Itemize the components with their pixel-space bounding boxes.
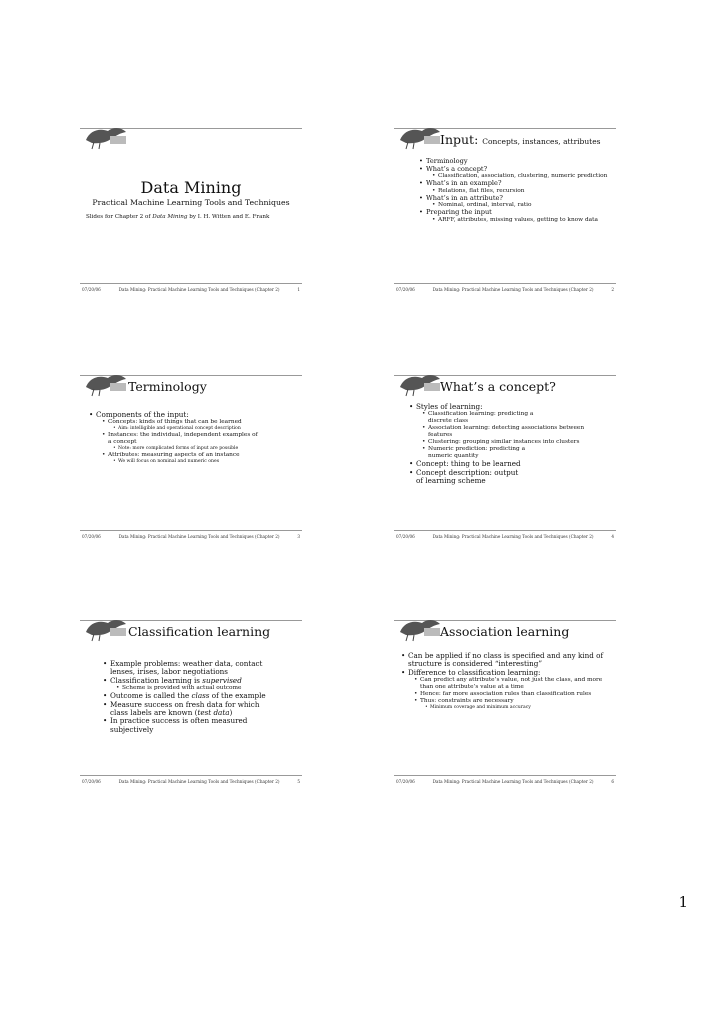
bullet-item: • Preparing the input	[418, 209, 616, 217]
sub-bullet-item: • Attributes: measuring aspects of an instance	[88, 452, 292, 459]
weka-bird-logo-icon	[396, 124, 444, 150]
sub-bullet-item: • Instances: the individual, independent examples of a concept	[88, 432, 258, 446]
sub-bullet-item: • Can predict any attribute’s value, not just the class, and more than one attribute’s value at a time	[400, 677, 610, 691]
slide-bottom-rule	[80, 283, 302, 284]
footer-date: 07/20/06	[396, 779, 415, 784]
sub-sub-bullet-item: • Aim: intelligible and operational concept description	[88, 426, 292, 432]
sub-bullet-item: • Scheme is provided with actual outcome	[102, 685, 282, 692]
cover-subtitle: Practical Machine Learning Tools and Techniques	[92, 198, 290, 207]
bullet-item: • Components of the input:	[88, 411, 292, 419]
bullet-list	[88, 411, 292, 465]
footer-date: 07/20/06	[396, 287, 415, 292]
cover-credit	[86, 214, 302, 220]
bullet-item: • Can be applied if no class is specified and any kind of structure is considered “interesting”	[400, 652, 610, 669]
bullet-item: • Outcome is called the class of the example	[102, 692, 282, 700]
weka-bird-logo-icon	[396, 616, 444, 642]
credit-suffix: by I. H. Witten and E. Frank	[187, 214, 270, 220]
bullet-item: • Styles of learning:	[408, 403, 608, 411]
sub-sub-bullet-item: • We will focus on nominal and numeric ones	[88, 459, 292, 465]
bullet-item: • Example problems: weather data, contact lenses, irises, labor negotiations	[102, 660, 282, 677]
bullet-item: • Measure success on fresh data for which class labels are known (test data)	[102, 701, 275, 718]
bullet-item: • In practice success is often measured subjectively	[102, 717, 275, 734]
footer-date: 07/20/06	[82, 534, 101, 539]
weka-bird-logo-icon	[82, 616, 130, 642]
sub-sub-bullet-item: • Note: more complicated forms of input are possible	[88, 446, 292, 452]
slide-bottom-rule	[394, 530, 616, 531]
bullet-list	[418, 158, 616, 224]
sub-bullet-item: • Thus: constraints are necessary	[400, 698, 610, 705]
credit-book-title: Data Mining	[152, 214, 188, 220]
slide-title: Classification learning	[128, 624, 271, 639]
credit-prefix: Slides for Chapter 2 of	[86, 214, 153, 220]
slide-footer	[82, 287, 300, 292]
sub-bullet-item: • Association learning: detecting associations between features	[408, 425, 608, 439]
slide-4	[394, 373, 616, 543]
sub-sub-bullet-item: • Minimum coverage and minimum accuracy	[400, 705, 610, 711]
bullet-list	[400, 652, 610, 711]
footer-page: 3	[297, 534, 300, 539]
bullet-item: • What’s in an attribute?	[418, 195, 616, 203]
bullet-item: • Terminology	[418, 158, 616, 166]
bullet-item: • Classification learning is supervised	[102, 677, 282, 685]
slide-bottom-rule	[394, 283, 616, 284]
bullet-item: • Difference to classification learning:	[400, 669, 610, 677]
footer-text: Data Mining: Practical Machine Learning Tools and Techniques (Chapter 2)	[432, 779, 594, 784]
sub-bullet-item: • Classification learning: predicting a discrete class	[408, 411, 538, 425]
bullet-item: • Concept: thing to be learned	[408, 460, 608, 468]
sub-bullet-item: • Nominal, ordinal, interval, ratio	[418, 202, 616, 209]
slide-title	[440, 132, 601, 147]
slide-title: What’s a concept?	[440, 379, 556, 394]
footer-page: 5	[297, 779, 300, 784]
slide-bottom-rule	[394, 775, 616, 776]
sub-bullet-item: • Concepts: kinds of things that can be learned	[88, 419, 292, 426]
footer-page: 4	[611, 534, 614, 539]
slide-2	[394, 126, 616, 296]
title-main: Input:	[440, 132, 479, 147]
sub-bullet-item: • Relations, flat files, recursion	[418, 188, 616, 195]
footer-page: 2	[611, 287, 614, 292]
sub-bullet-item: • Classification, association, clustering, numeric prediction	[418, 173, 616, 180]
sub-bullet-item: • Clustering: grouping similar instances into clusters	[408, 439, 608, 446]
slide-bottom-rule	[80, 775, 302, 776]
footer-date: 07/20/06	[82, 287, 101, 292]
footer-date: 07/20/06	[82, 779, 101, 784]
footer-text: Data Mining: Practical Machine Learning Tools and Techniques (Chapter 2)	[118, 287, 280, 292]
weka-bird-logo-icon	[82, 371, 130, 397]
bullet-item: • Concept description: output of learning scheme	[408, 469, 526, 486]
footer-text: Data Mining: Practical Machine Learning Tools and Techniques (Chapter 2)	[118, 534, 280, 539]
bullet-list	[102, 660, 282, 734]
footer-page: 1	[297, 287, 300, 292]
sub-bullet-item: • ARFF, attributes, missing values, getting to know data	[418, 217, 616, 224]
weka-bird-logo-icon	[396, 371, 444, 397]
footer-text: Data Mining: Practical Machine Learning Tools and Techniques (Chapter 2)	[432, 534, 594, 539]
cover-title: Data Mining	[140, 178, 242, 197]
bullet-item: • What’s in an example?	[418, 180, 616, 188]
slide-5	[80, 618, 302, 788]
slide-title: Association learning	[440, 624, 570, 639]
footer-text: Data Mining: Practical Machine Learning Tools and Techniques (Chapter 2)	[118, 779, 280, 784]
sub-bullet-item: • Hence: far more association rules than classification rules	[400, 691, 610, 698]
footer-date: 07/20/06	[396, 534, 415, 539]
footer-text: Data Mining: Practical Machine Learning Tools and Techniques (Chapter 2)	[432, 287, 594, 292]
slide-footer	[396, 287, 614, 292]
title-sub: Concepts, instances, attributes	[482, 137, 601, 146]
slide-footer	[82, 779, 300, 784]
slide-bottom-rule	[80, 530, 302, 531]
footer-page: 6	[611, 779, 614, 784]
slide-footer	[396, 779, 614, 784]
slide-1	[80, 126, 302, 296]
weka-bird-logo-icon	[82, 124, 130, 150]
slide-6	[394, 618, 616, 788]
slide-footer	[396, 534, 614, 539]
sub-bullet-item: • Numeric prediction: predicting a numeric quantity	[408, 446, 548, 460]
bullet-item: • What’s a concept?	[418, 166, 616, 174]
slide-3	[80, 373, 302, 543]
bullet-list	[408, 403, 608, 486]
sheet-page-number: 1	[678, 893, 688, 911]
slide-footer	[82, 534, 300, 539]
slide-title: Terminology	[128, 379, 207, 394]
